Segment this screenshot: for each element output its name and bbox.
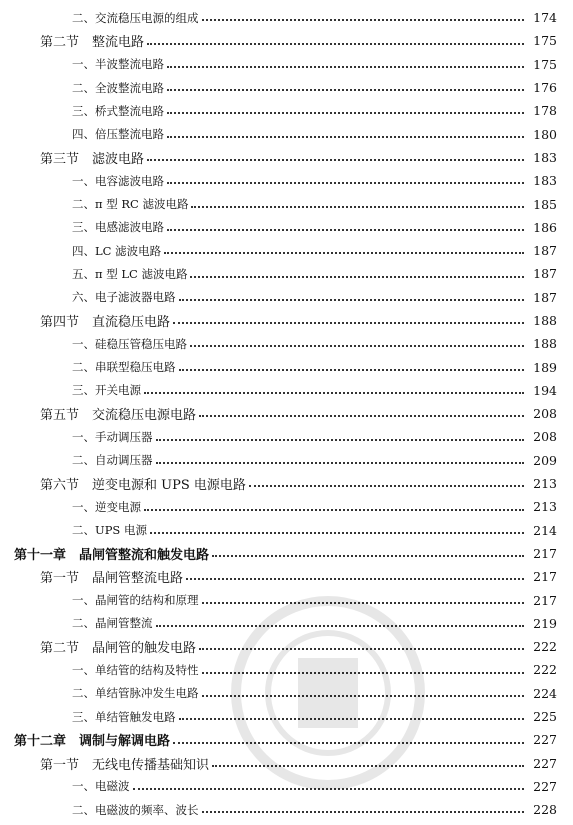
toc-entry-title: 二、π 型 RC 滤波电路 <box>72 197 189 212</box>
dot-leader <box>202 810 525 813</box>
toc-entry-item <box>0 798 573 821</box>
dot-leader <box>164 251 524 254</box>
toc-entry-page-number: 183 <box>533 149 557 165</box>
toc-entry-item <box>0 355 573 378</box>
toc-entry-page-number: 208 <box>533 429 557 445</box>
dot-leader <box>199 414 524 417</box>
toc-entry-page-number: 187 <box>533 266 557 282</box>
toc-entry-section <box>0 472 573 495</box>
toc-entry-title: 第四节 直流稳压电路 <box>40 315 171 330</box>
toc-entry-chapter <box>0 542 573 565</box>
dot-leader <box>190 344 524 347</box>
toc-entry-title: 第六节 逆变电源和 UPS 电源电路 <box>40 478 246 494</box>
toc-entry-title: 一、半波整流电路 <box>72 57 164 72</box>
toc-entry-title: 一、电容滤波电路 <box>72 173 164 188</box>
toc-entry-item <box>0 122 573 145</box>
toc-entry-section <box>0 309 573 332</box>
toc-entry-title: 二、串联型稳压电路 <box>72 360 176 375</box>
toc-entry-page-number: 183 <box>533 173 557 189</box>
toc-entry-page-number: 178 <box>533 103 557 119</box>
toc-entry-page-number: 208 <box>533 406 557 422</box>
toc-entry-title: 三、电感滤波电路 <box>72 220 164 235</box>
dot-leader <box>179 368 525 371</box>
toc-entry-title: 第三节 滤波电路 <box>40 151 145 167</box>
toc-entry-title: 第一节 无线电传播基础知识 <box>40 757 210 773</box>
toc-entry-page-number: 217 <box>533 569 557 585</box>
toc-entry-title: 四、LC 滤波电路 <box>72 243 162 258</box>
toc-entry-page-number: 188 <box>533 336 557 352</box>
toc-entry-page-number: 174 <box>533 10 557 26</box>
dot-leader <box>173 321 524 324</box>
dot-leader <box>167 88 524 91</box>
dot-leader <box>191 205 524 208</box>
toc-entry-title: 一、逆变电源 <box>72 499 141 514</box>
toc-entry-title: 第十一章 晶闸管整流和触发电路 <box>14 547 210 563</box>
toc-entry-page-number: 194 <box>533 382 557 398</box>
library-stamp-watermark <box>228 588 428 798</box>
toc-entry-page-number: 214 <box>533 522 557 538</box>
toc-entry-section <box>0 402 573 425</box>
dot-leader <box>150 531 524 534</box>
toc-entry-page-number: 175 <box>533 33 557 49</box>
toc-entry-item <box>0 495 573 518</box>
dot-leader <box>167 228 524 231</box>
toc-entry-page-number: 217 <box>533 545 557 561</box>
dot-leader <box>249 484 524 487</box>
dot-leader <box>156 438 525 441</box>
dot-leader <box>147 158 524 161</box>
toc-entry-page-number: 186 <box>533 219 557 235</box>
dot-leader <box>144 391 524 394</box>
toc-entry-item <box>0 449 573 472</box>
toc-entry-item <box>0 379 573 402</box>
toc-entry-title: 一、手动调压器 <box>72 429 153 444</box>
toc-entry-page-number: 225 <box>533 709 557 725</box>
toc-entry-item <box>0 519 573 542</box>
toc-entry-page-number: 213 <box>533 499 557 515</box>
toc-entry-page-number: 228 <box>533 802 557 818</box>
toc-entry-page-number: 227 <box>533 755 557 771</box>
toc-entry-title: 三、桥式整流电路 <box>72 103 164 118</box>
dot-leader <box>190 275 524 278</box>
toc-entry-page-number: 219 <box>533 615 557 631</box>
dot-leader <box>167 135 524 138</box>
toc-entry-item <box>0 239 573 262</box>
toc-entry-page-number: 209 <box>533 452 557 468</box>
toc-entry-title: 第一节 晶闸管整流电路 <box>40 571 184 587</box>
toc-entry-page-number: 176 <box>533 80 557 96</box>
toc-entry-title: 二、单结管脉冲发生电路 <box>72 686 199 701</box>
toc-entry-section <box>0 29 573 52</box>
dot-leader <box>167 181 524 184</box>
toc-entry-title: 一、单结管的结构及特性 <box>72 662 199 677</box>
toc-entry-page-number: 185 <box>533 196 557 212</box>
toc-entry-title: 第二节 晶闸管的触发电路 <box>40 641 197 657</box>
toc-entry-title: 二、晶闸管整流 <box>72 616 153 631</box>
dot-leader <box>186 577 524 580</box>
toc-entry-item <box>0 332 573 355</box>
toc-entry-title: 四、倍压整流电路 <box>72 127 164 142</box>
toc-entry-page-number: 217 <box>533 592 557 608</box>
toc-entry-page-number: 180 <box>533 126 557 142</box>
toc-entry-title: 三、开关电源 <box>72 383 141 398</box>
dot-leader <box>167 111 524 114</box>
toc-entry-item <box>0 53 573 76</box>
toc-entry-title: 二、交流稳压电源的组成 <box>72 10 199 25</box>
toc-entry-item <box>0 216 573 239</box>
toc-entry-item <box>0 286 573 309</box>
dot-leader <box>212 554 524 557</box>
dot-leader <box>202 18 525 21</box>
toc-entry-title: 一、硅稳压管稳压电路 <box>72 336 187 351</box>
toc-entry-page-number: 189 <box>533 359 557 375</box>
toc-entry-page-number: 222 <box>533 639 557 655</box>
toc-entry-page-number: 188 <box>533 313 557 328</box>
toc-entry-item <box>0 425 573 448</box>
toc-entry-item <box>0 6 573 29</box>
toc-entry-item <box>0 99 573 122</box>
toc-entry-title: 二、UPS 电源 <box>72 523 147 538</box>
toc-entry-title: 第十二章 调制与解调电路 <box>14 734 171 750</box>
toc-entry-page-number: 227 <box>533 732 557 748</box>
toc-entry-page-number: 187 <box>533 243 557 259</box>
toc-entry-page-number: 227 <box>533 778 557 794</box>
toc-entry-title: 一、电磁波 <box>72 779 130 794</box>
toc-entry-title: 五、π 型 LC 滤波电路 <box>72 266 188 281</box>
toc-entry-title: 三、单结管触发电路 <box>72 709 176 724</box>
toc-entry-page-number: 187 <box>533 289 557 305</box>
toc-entry-item <box>0 192 573 215</box>
toc-entry-title: 六、电子滤波器电路 <box>72 290 176 305</box>
toc-entry-title: 第五节 交流稳压电源电路 <box>40 408 197 424</box>
toc-entry-section <box>0 146 573 169</box>
toc-entry-page-number: 222 <box>533 662 557 678</box>
toc-entry-title: 第二节 整流电路 <box>40 35 145 51</box>
toc-entry-page-number: 224 <box>533 685 557 701</box>
dot-leader <box>144 508 524 511</box>
dot-leader <box>147 42 524 45</box>
toc-entry-title: 二、电磁波的频率、波长 <box>72 802 199 817</box>
dot-leader <box>179 298 525 301</box>
toc-entry-section <box>0 565 573 588</box>
toc-entry-item <box>0 169 573 192</box>
toc-entry-title: 二、全波整流电路 <box>72 80 164 95</box>
toc-entry-item <box>0 76 573 99</box>
toc-entry-title: 一、晶闸管的结构和原理 <box>72 593 199 608</box>
dot-leader <box>167 65 524 68</box>
dot-leader <box>156 461 525 464</box>
toc-entry-page-number: 175 <box>533 56 557 72</box>
toc-entry-page-number: 213 <box>533 476 557 492</box>
toc-entry-title: 二、自动调压器 <box>72 453 153 468</box>
toc-entry-item <box>0 262 573 285</box>
